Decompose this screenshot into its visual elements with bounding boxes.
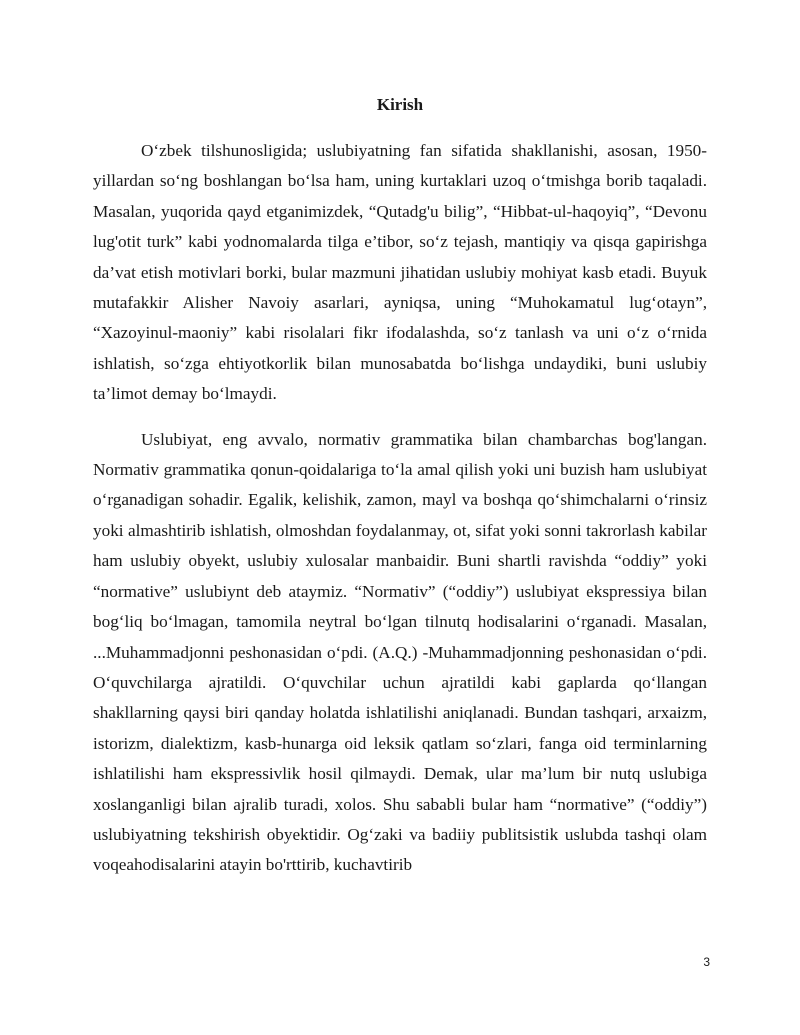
- section-title: Kirish: [376, 95, 424, 114]
- paragraph-2: Uslubiyat, eng avvalo, normativ grammatika bilan chambarchas bog'langan. Normativ grammatika qonun-qoidalariga to‘la amal qilish yoki uni buzish ham uslubiyat o‘rganadigan sohadir. Egalik, kelishik, zamon, mayl va boshqa qo‘shimchalarni o‘rinsiz yoki almashtirib ishlatish, olmoshdan foydalanmay, ot, sifat yoki sonni takrorlash kabilar ham uslubiy obyekt, uslubiy xulosalar manbaidir. Buni shartli ravishda “oddiy” yoki “normative” uslubiynt deb ataymiz. “Normativ” (“oddiy”) uslubiyat ekspressiya bilan bog‘liq bo‘lmagan, tamomila neytral bo‘lgan tilnutq hodisalarini o‘rganadi. Masalan, ...Muhammadjonni peshonasidan o‘pdi. (A.Q.) -Muhammadjonning peshonasidan o‘pdi. O‘quvchilarga ajratildi. O‘quvchilar uchun ajratildi kabi gaplarda qo‘llangan shakllarning qaysi biri qanday holatda ishlatilishi aniqlanadi. Bundan tashqari, arxaizm, istorizm, dialektizm, kasb-hunarga oid leksik qatlam so‘zlari, fanga oid terminlarning ishlatilishi ham ekspressivlik hosil qilmaydi. Demak, ular ma’lum bir nutq uslubiga xoslanganligi bilan ajralib turadi, xolos. Shu sababli bular ham “normative” (“oddiy”) uslubiyatning tekshirish obyektidir. Og‘zaki va badiiy publitsistik uslubda tashqi olam voqeahodisalarini atayin bo'rttirib, kuchavtirib: [93, 429, 707, 875]
- paragraph-1: O‘zbek tilshunosligida; uslubiyatning fan sifatida shakllanishi, asosan, 1950-yillardan so‘ng boshlangan bo‘lsa ham, uning kurtaklari uzoq o‘tmishga borib taqaladi. Masalan, yuqorida qayd etganimizdek, “Qutadg'u bilig”, “Hibbat-ul-haqoyiq”, “Devonu lug'otit turk” kabi yodnomalarda tilga e’tibor, so‘z tejash, mantiqiy va qisqa gapirishga da’vat etish motivlari borki, bular mazmuni jihatidan uslubiy mohiyat kasb etadi. Buyuk mutafakkir Alisher Navoiy asarlari, ayniqsa, uning “Muhokamatul lug‘otayn”, “Xazoyinul-maoniy” kabi risolalari fikr ifodalashda, so‘z tanlash va uni o‘z o‘rnida ishlatish, so‘zga ehtiyotkorlik bilan munosabatda bo‘lishga undaydiki, buni uslubiy ta’limot demay bo‘lmaydi.: [93, 141, 707, 404]
- body-text: [93, 136, 707, 881]
- page-number: 3: [703, 955, 710, 969]
